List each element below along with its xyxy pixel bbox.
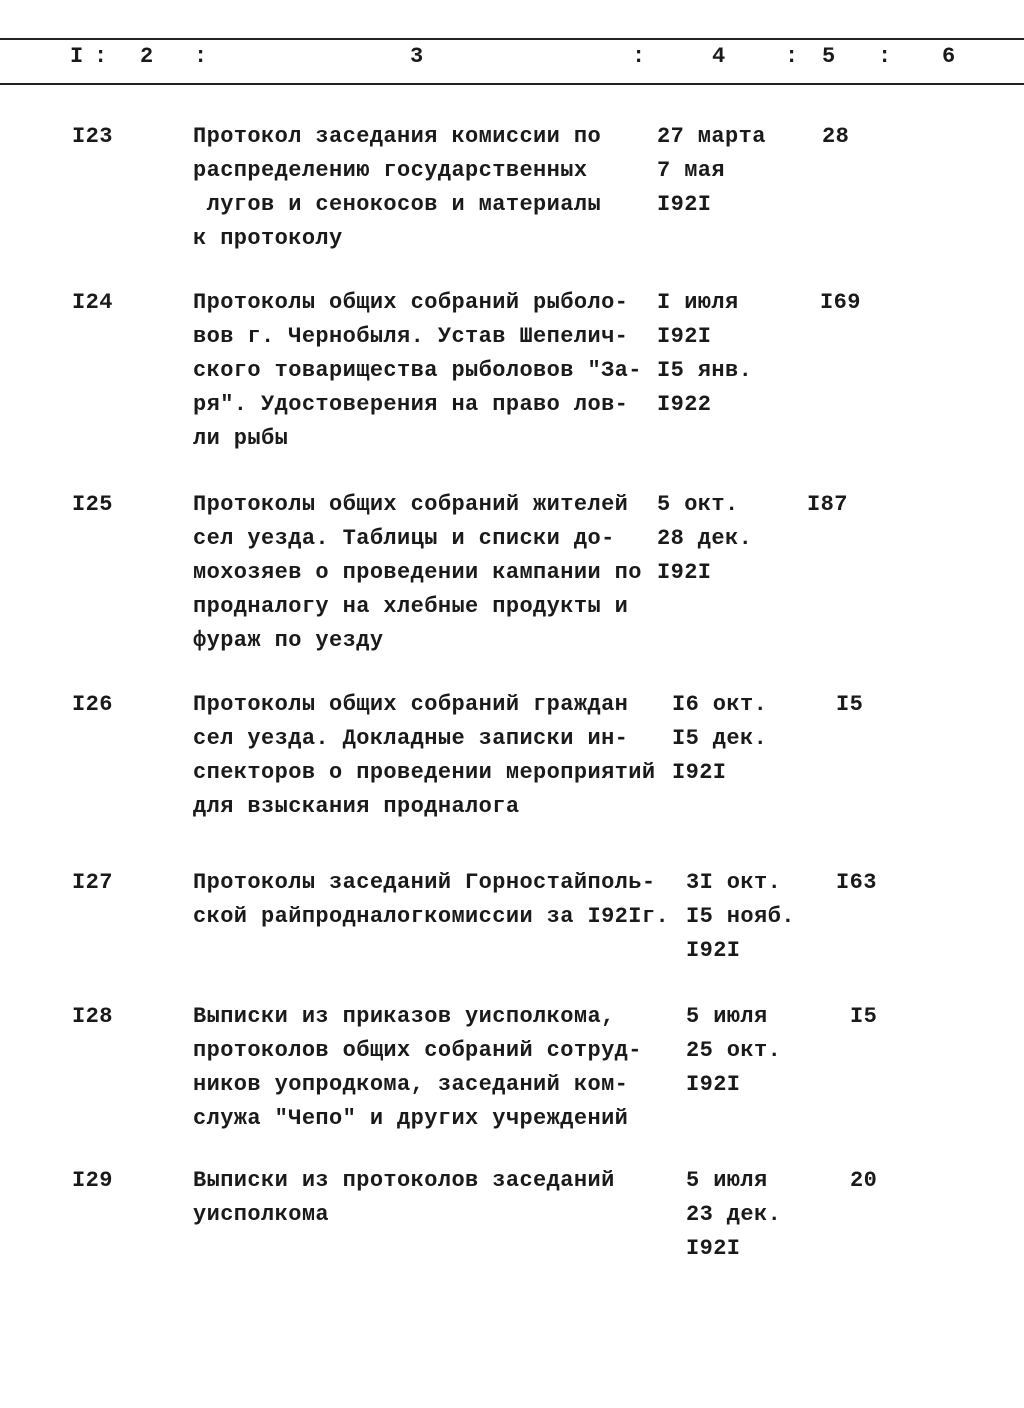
entry-sheet-count: I5: [836, 692, 864, 717]
description-line: распределению государственных: [193, 158, 588, 183]
entry-sheet-count: 20: [850, 1168, 878, 1193]
description-line: спекторов о проведении мероприятий: [193, 760, 656, 785]
date-line: I92I: [686, 1236, 741, 1261]
description-line: к протоколу: [193, 226, 343, 251]
description-line: протоколов общих собраний сотруд-: [193, 1038, 642, 1063]
date-line: 5 июля: [686, 1004, 768, 1029]
column-1-header: I: [70, 44, 84, 69]
entry-number: I25: [72, 492, 113, 517]
date-line: 25 окт.: [686, 1038, 782, 1063]
description-line: вов г. Чернобыля. Устав Шепелич-: [193, 324, 629, 349]
date-line: 7 мая: [657, 158, 726, 183]
description-line: ников уопродкома, заседаний ком-: [193, 1072, 629, 1097]
entry-number: I29: [72, 1168, 113, 1193]
entry-description: [193, 866, 669, 934]
date-line: I92I: [686, 1072, 741, 1097]
column-4-header: 4: [712, 44, 726, 69]
column-3-header: 3: [410, 44, 424, 69]
description-line: сел уезда. Таблицы и списки до-: [193, 526, 615, 551]
column-separator: :: [785, 44, 799, 69]
column-separator: :: [94, 44, 108, 69]
entry-dates: [686, 866, 795, 968]
description-line: Протоколы общих собраний жителей: [193, 492, 629, 517]
entry-dates: [686, 1164, 781, 1266]
entry-description: [193, 286, 642, 456]
description-line: мохозяев о проведении кампании по: [193, 560, 642, 585]
entry-dates: [657, 120, 766, 222]
date-line: I922: [657, 392, 712, 417]
description-line: продналогу на хлебные продукты и: [193, 594, 629, 619]
entry-description: [193, 1000, 642, 1136]
date-line: 5 окт.: [657, 492, 739, 517]
description-line: ря". Удостоверения на право лов-: [193, 392, 629, 417]
entry-number: I27: [72, 870, 113, 895]
entry-description: [193, 488, 642, 658]
date-line: I5 дек.: [672, 726, 768, 751]
entry-sheet-count: I69: [820, 290, 861, 315]
description-line: Выписки из приказов уисполкома,: [193, 1004, 615, 1029]
entry-dates: [672, 688, 767, 790]
entry-description: [193, 1164, 615, 1232]
date-line: 5 июля: [686, 1168, 768, 1193]
description-line: ской райпродналогкомиссии за I92Iг.: [193, 904, 670, 929]
entry-number: I28: [72, 1004, 113, 1029]
column-5-header: 5: [822, 44, 836, 69]
entry-number: I26: [72, 692, 113, 717]
date-line: I6 окт.: [672, 692, 768, 717]
column-separator: :: [878, 44, 892, 69]
date-line: 28 дек.: [657, 526, 753, 551]
description-line: Выписки из протоколов заседаний: [193, 1168, 615, 1193]
entry-number: I23: [72, 124, 113, 149]
description-line: служа "Чепо" и других учреждений: [193, 1106, 629, 1131]
entry-sheet-count: 28: [822, 124, 850, 149]
description-line: фураж по уезду: [193, 628, 384, 653]
entry-sheet-count: I5: [850, 1004, 878, 1029]
date-line: I92I: [657, 192, 712, 217]
column-2-header: 2: [140, 44, 154, 69]
column-separator: :: [632, 44, 646, 69]
date-line: 27 марта: [657, 124, 766, 149]
description-line: для взыскания продналога: [193, 794, 520, 819]
entry-sheet-count: I63: [836, 870, 877, 895]
entry-dates: [657, 286, 752, 422]
date-line: I5 янв.: [657, 358, 753, 383]
description-line: Протоколы заседаний Горностайполь-: [193, 870, 656, 895]
date-line: I92I: [657, 324, 712, 349]
date-line: I5 нояб.: [686, 904, 795, 929]
column-separator: :: [194, 44, 208, 69]
description-line: лугов и сенокосов и материалы: [193, 192, 602, 217]
date-line: I92I: [672, 760, 727, 785]
entry-description: [193, 120, 601, 256]
description-line: ли рыбы: [193, 426, 289, 451]
entry-description: [193, 688, 655, 824]
entry-dates: [686, 1000, 781, 1102]
date-line: 23 дек.: [686, 1202, 782, 1227]
description-line: сел уезда. Докладные записки ин-: [193, 726, 629, 751]
header-top-rule: [0, 38, 1024, 40]
date-line: I92I: [686, 938, 741, 963]
date-line: I92I: [657, 560, 712, 585]
description-line: уисполкома: [193, 1202, 330, 1227]
header-bottom-rule: [0, 83, 1024, 85]
description-line: Протоколы общих собраний граждан: [193, 692, 629, 717]
column-6-header: 6: [942, 44, 956, 69]
description-line: Протокол заседания комиссии по: [193, 124, 602, 149]
date-line: I июля: [657, 290, 739, 315]
description-line: ского товарищества рыболовов "За-: [193, 358, 642, 383]
date-line: 3I окт.: [686, 870, 782, 895]
entry-dates: [657, 488, 752, 590]
entry-number: I24: [72, 290, 113, 315]
description-line: Протоколы общих собраний рыболо-: [193, 290, 629, 315]
entry-sheet-count: I87: [807, 492, 848, 517]
